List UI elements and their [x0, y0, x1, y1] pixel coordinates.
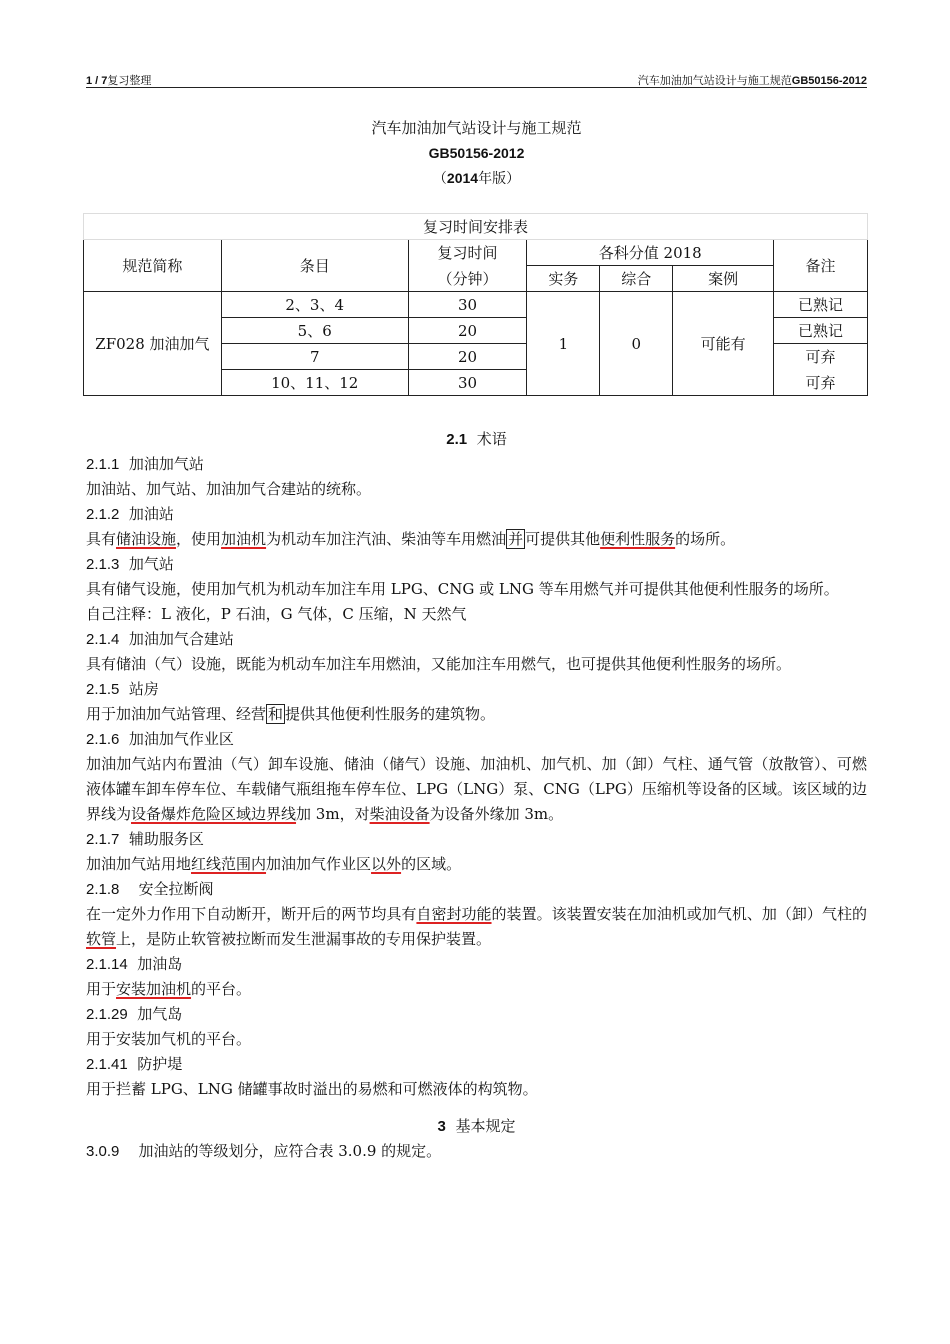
section-title: 术语	[476, 430, 507, 448]
term-definition: 用于安装加气机的平台。	[86, 1030, 252, 1048]
cell-score-case: 可能有	[673, 292, 774, 396]
text-run: 用于	[86, 980, 117, 998]
term-number: 2.1.7	[86, 831, 120, 848]
term-number: 2.1.8	[86, 881, 120, 898]
term-heading	[86, 877, 867, 902]
text-run: ，使用	[176, 530, 222, 548]
header-time-unit: （分钟）	[408, 266, 527, 292]
text-run: 加 3m，对	[296, 805, 370, 823]
term-definition: 加油站、加气站、加油加气合建站的统称。	[86, 480, 372, 498]
boxed-word: 并	[508, 530, 524, 548]
term-number: 2.1.41	[86, 1056, 128, 1073]
term-definition: 用于拦蓄 LPG、LNG 储罐事故时溢出的易燃和可燃液体的构筑物。	[86, 1080, 538, 1098]
text-run: 的平台。	[191, 980, 252, 998]
term-number: 2.1.5	[86, 681, 120, 698]
term-definition	[86, 977, 867, 1002]
term-heading	[86, 552, 867, 577]
header-score-general: 综合	[600, 266, 673, 292]
term-title: 加油加气作业区	[128, 730, 234, 748]
term-definition	[86, 752, 867, 827]
cell-items: 5、6	[221, 318, 408, 344]
term-title: 加油加气站	[128, 455, 204, 473]
term-heading	[86, 952, 867, 977]
text-run: 加油加气作业区	[266, 855, 372, 873]
text-run: 的场所。	[675, 530, 736, 548]
header-left-label: 复习整理	[107, 75, 152, 87]
text-run: 加油加气站用地	[86, 855, 192, 873]
boxed-word: 和	[268, 705, 284, 723]
text-run: 具有	[86, 530, 117, 548]
term-number: 2.1.1	[86, 456, 120, 473]
personal-note: 自己注释：L 液化，P 石油，G 气体，C 压缩，N 天然气	[86, 605, 467, 623]
cell-items: 7	[221, 344, 408, 370]
cell-score-practice: 1	[527, 292, 600, 396]
underlined-phrase: 自密封功能	[416, 905, 492, 923]
cell-note: 可弃	[774, 370, 868, 396]
cell-time: 20	[408, 318, 527, 344]
header-right-code: GB50156-2012	[791, 75, 867, 87]
section-2-1-heading	[86, 427, 867, 452]
term-heading	[86, 1052, 867, 1077]
text-run: 为设备外缘加 3m。	[429, 805, 564, 823]
term-definition	[86, 852, 867, 877]
term-heading	[86, 727, 867, 752]
cell-time: 20	[408, 344, 527, 370]
term-definition	[86, 902, 867, 952]
term-title: 加油站	[128, 505, 174, 523]
term-definition	[86, 527, 867, 552]
underlined-phrase: 储油设施	[116, 530, 177, 548]
term-title: 站房	[128, 680, 159, 698]
clause-text: 加油站的等级划分，应符合表 3.0.9 的规定。	[138, 1142, 442, 1160]
term-heading	[86, 627, 867, 652]
text-run: 在一定外力作用下自动断开，断开后的两节均具有	[86, 905, 417, 923]
cell-note: 已熟记	[774, 318, 868, 344]
header-left	[86, 72, 151, 88]
clause-3-0-9	[86, 1139, 867, 1164]
term-title: 防护堤	[137, 1055, 183, 1073]
underlined-phrase: 安装加油机	[116, 980, 192, 998]
text-run: 上，是防止软管被拉断而发生泄漏事故的专用保护装置。	[116, 930, 492, 948]
term-definition	[86, 702, 867, 727]
header-notes: 备注	[774, 240, 868, 292]
term-definition: 具有储油（气）设施，既能为机动车加注车用燃油，又能加注车用燃气，也可提供其他便利性服务的场所。	[86, 655, 792, 673]
underlined-phrase: 便利性服务	[600, 530, 676, 548]
clause-number: 3.0.9	[86, 1143, 120, 1160]
term-heading	[86, 502, 867, 527]
term-number: 2.1.6	[86, 731, 120, 748]
header-scores: 各科分值 2018	[527, 240, 774, 266]
term-title: 安全拉断阀	[138, 880, 214, 898]
document-body	[86, 427, 867, 1164]
text-run: 可提供其他	[525, 530, 601, 548]
table-row	[84, 292, 868, 318]
term-number: 2.1.2	[86, 506, 120, 523]
header-items: 条目	[221, 240, 408, 292]
text-run: 的区域。	[401, 855, 462, 873]
underlined-phrase: 以外	[371, 855, 402, 873]
underlined-phrase: 柴油设备	[369, 805, 430, 823]
cell-score-general: 0	[600, 292, 673, 396]
term-heading	[86, 452, 867, 477]
term-title: 加油岛	[137, 955, 183, 973]
text-run: 加油加气站内布置油（气）卸车设施、储油（储气）设施、加油机、加气机、加（卸）气柱、通气管（放散管）、可燃液体罐车卸车停车位、车载储气瓶组拖车停车位、LPG（LNG）泵、CNG（LPG）压缩机等设备的区域。该区域的边界线为	[86, 755, 867, 823]
cell-time: 30	[408, 292, 527, 318]
document-title	[86, 115, 867, 191]
term-number: 2.1.29	[86, 1006, 128, 1023]
term-number: 2.1.14	[86, 956, 128, 973]
underlined-phrase: 设备爆炸危险区域边界线	[131, 805, 297, 823]
term-number: 2.1.4	[86, 631, 120, 648]
text-run: 用于加油加气站管理、经营	[86, 705, 267, 723]
header-right-title: 汽车加油加气站设计与施工规范	[637, 74, 792, 87]
term-heading	[86, 1002, 867, 1027]
header-score-case: 案例	[673, 266, 774, 292]
section-number: 2.1	[446, 431, 468, 448]
edition-open: （	[432, 171, 447, 187]
cell-time: 30	[408, 370, 527, 396]
title-edition	[86, 165, 867, 191]
title-line-1: 汽车加油加气站设计与施工规范	[371, 119, 582, 137]
edition-year: 2014	[446, 170, 479, 186]
title-code: GB50156-2012	[428, 145, 525, 161]
text-run: 的装置。该装置安装在加油机或加气机、加（卸）气柱的	[491, 905, 867, 923]
page-number: 1 / 7	[86, 75, 108, 87]
header-right	[638, 72, 867, 88]
section-number: 3	[437, 1118, 446, 1135]
text-run: 提供其他便利性服务的建筑物。	[285, 705, 496, 723]
term-title: 加油加气合建站	[128, 630, 234, 648]
cell-items: 10、11、12	[221, 370, 408, 396]
section-3-heading	[86, 1114, 867, 1139]
term-title: 辅助服务区	[128, 830, 204, 848]
cell-note: 已熟记	[774, 292, 868, 318]
term-heading	[86, 677, 867, 702]
spacer	[86, 1102, 867, 1114]
review-schedule-table	[83, 213, 868, 396]
term-definition: 具有储气设施，使用加气机为机动车加注车用 LPG、CNG 或 LNG 等车用燃气并可提供其他便利性服务的场所。	[86, 580, 839, 598]
header-name: 规范简称	[84, 240, 222, 292]
underlined-phrase: 加油机	[221, 530, 267, 548]
cell-name: ZF028 加油加气	[84, 292, 222, 396]
cell-note: 可弃	[774, 344, 868, 370]
cell-items: 2、3、4	[221, 292, 408, 318]
term-title: 加气岛	[137, 1005, 183, 1023]
term-heading	[86, 827, 867, 852]
header-score-practice: 实务	[527, 266, 600, 292]
header-time: 复习时间	[408, 240, 527, 266]
section-title: 基本规定	[455, 1117, 516, 1135]
page-header	[86, 72, 867, 88]
underlined-phrase: 软管	[86, 930, 117, 948]
table-caption: 复习时间安排表	[84, 214, 868, 240]
term-title: 加气站	[128, 555, 174, 573]
underlined-phrase: 红线范围内	[191, 855, 267, 873]
text-run: 为机动车加注汽油、柴油等车用燃油	[266, 530, 507, 548]
term-number: 2.1.3	[86, 556, 120, 573]
edition-close: 年版）	[478, 171, 521, 187]
